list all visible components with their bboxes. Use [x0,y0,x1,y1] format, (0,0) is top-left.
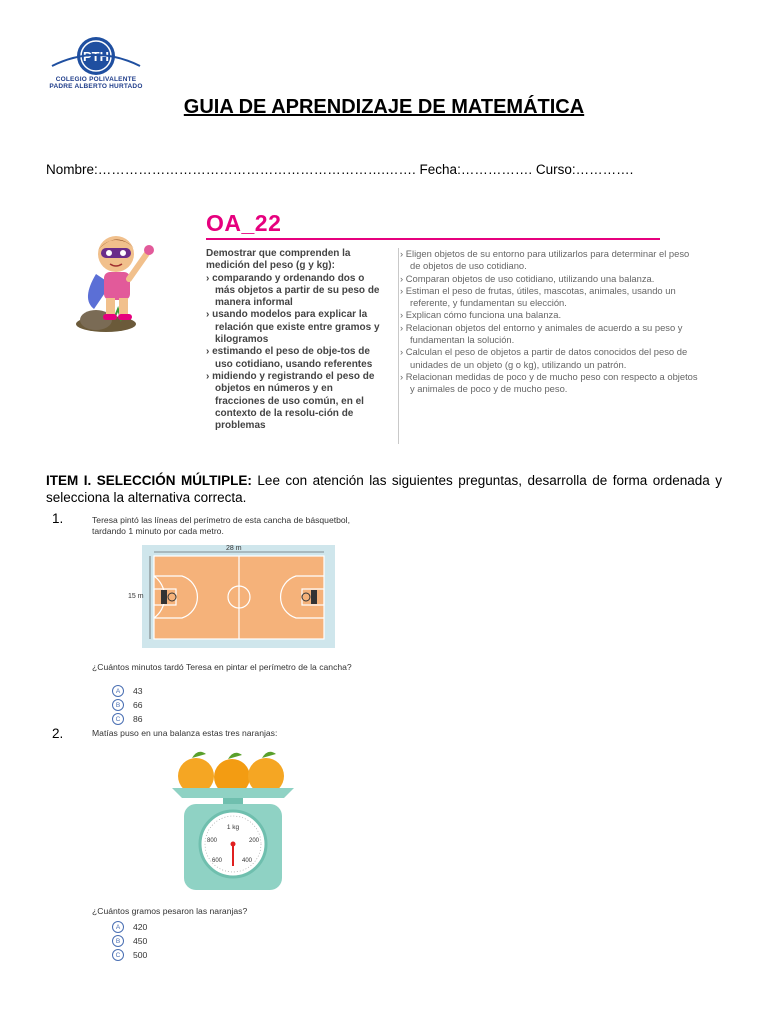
question-2-text: Matías puso en una balanza estas tres naranjas: [92,728,278,738]
scale-tick-label: 600 [211,858,223,864]
oa-divider [206,238,660,240]
oa-indicator-item: › Calculan el peso de objetos a partir de datos conocidos del peso de unidades de un objeto (g o kg), utilizando un patrón. [400,346,688,370]
nombre-field[interactable]: Nombre:……………………………………………………….……. [46,162,416,177]
court-height-label: 15 m [128,593,144,600]
school-logo [48,36,144,98]
option-letter-icon: A [112,921,124,933]
superhero-kid-illustration [66,224,166,334]
question-2-options [112,920,147,962]
option-letter-icon: A [112,685,124,697]
scale-tick-label: 800 [206,838,218,844]
oa-code: OA_22 [206,210,282,236]
oa-indicator-item: › Relacionan medidas de poco y de mucho peso con respecto a objetos y animales de poco y de mucho peso. [400,370,698,395]
option-letter-icon: B [112,935,124,947]
logo-school-line1: COLEGIO POLIVALENTE [55,76,137,83]
logo-initials: PTH [83,49,109,64]
option-letter-icon: C [112,713,124,725]
option-letter-icon: C [112,949,124,961]
item-instructions [46,472,722,506]
item-instructions-text: Lee con atención las siguientes preguntas, desarrolla de forma ordenada y selecciona la alternativa correcta. [46,473,722,505]
option-a[interactable]: A 43 [112,684,143,698]
question-1-options [112,684,143,726]
oa-indicators [400,248,700,396]
oa-objective-item: › comparando y ordenando dos o más objetos a partir de su peso de manera informal [206,272,380,309]
fecha-field[interactable]: Fecha:……………. [419,162,533,177]
option-b[interactable]: B 66 [112,698,143,712]
logo-emblem-icon [48,36,144,76]
court-width-label: 28 m [226,545,242,552]
basketball-court-figure [142,545,335,648]
oa-indicator-item: › Eligen objetos de su entorno para utilizarlos para determinar el peso de objetos de uso cotidiano. [400,248,690,272]
question-1-prompt: ¿Cuántos minutos tardó Teresa en pintar el perímetro de la cancha? [92,662,352,672]
option-a[interactable]: A 420 [112,920,147,934]
item-label: ITEM I. SELECCIÓN MÚLTIPLE: [46,473,252,488]
scale-tick-label: 400 [241,858,253,864]
oa-objective-item: › estimando el peso de obje-tos de uso cotidiano, usando referentes [206,346,373,370]
question-number: 2. [52,726,64,741]
scale-unit-label: 1 kg [226,824,240,831]
oa-objective-item: › midiendo y registrando el peso de objetos en números y en fracciones de uso común, en el contexto de la resolu-ción de problemas [206,370,375,432]
student-info-line [46,162,726,177]
logo-school-line2: PADRE ALBERTO HURTADO [49,83,143,90]
option-c[interactable]: C 500 [112,948,147,962]
option-c[interactable]: C 86 [112,712,143,726]
scale-with-oranges-figure [168,746,298,894]
oa-objective [206,248,384,432]
oa-indicator-item: › Explican cómo funciona una balanza. [400,309,562,321]
oa-indicator-item: › Estiman el peso de frutas, útiles, mascotas, animales, usando un referente, y fundamentan su elección. [400,284,676,309]
question-2-prompt: ¿Cuántos gramos pesaron las naranjas? [92,906,248,916]
question-1-text: Teresa pintó las líneas del perímetro de esta cancha de básquetbol, tardando 1 minuto por cada metro. [92,515,350,536]
question-number: 1. [52,511,64,526]
page-title: GUIA DE APRENDIZAJE DE MATEMÁTICA [183,96,585,118]
option-letter-icon: B [112,699,124,711]
basketball-court-icon [142,545,335,648]
oa-objective-intro: Demostrar que comprenden la medición del peso (g y kg): [206,248,351,272]
oa-indicator-item: › Relacionan objetos del entorno y animales de acuerdo a su peso y fundamentan la solución. [400,321,683,346]
scale-tick-label: 200 [248,838,260,844]
curso-field[interactable]: Curso:…………. [535,162,634,177]
option-b[interactable]: B 450 [112,934,147,948]
oa-column-divider [398,248,399,444]
oa-objective-item: › usando modelos para explicar la relación que existe entre gramos y kilogramos [206,309,380,346]
oa-indicator-item: › Comparan objetos de uso cotidiano, utilizando una balanza. [400,272,655,284]
